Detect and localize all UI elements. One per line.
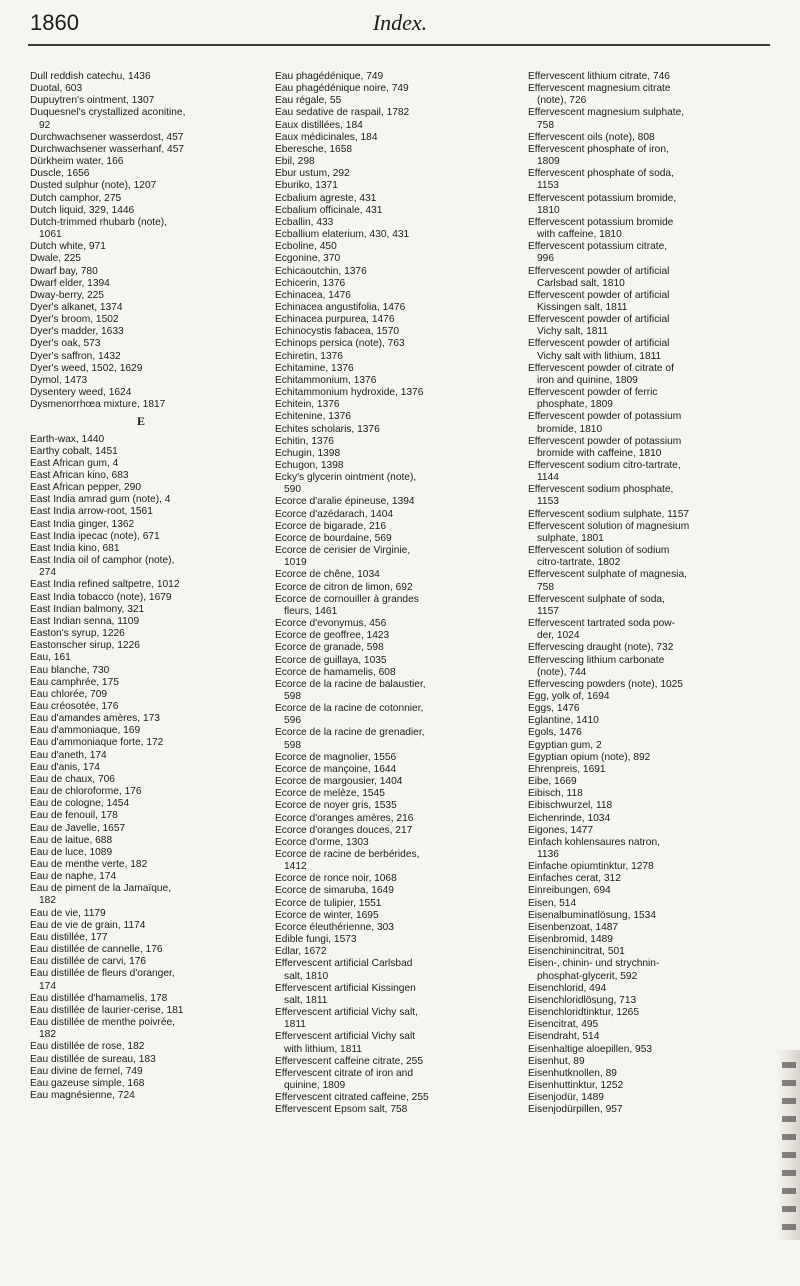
index-entry: East African kino, 683 (30, 470, 129, 481)
index-entry: Dway-berry, 225 (30, 289, 104, 301)
index-entry: Ebur ustum, 292 (275, 168, 350, 180)
index-entry: Eau gazeuse simple, 168 (30, 1077, 145, 1089)
index-entry: Egols, 1476 (528, 727, 582, 739)
index-entry: Dürkheim water, 166 (30, 156, 124, 168)
index-entry: Eisenjodür, 1489 (528, 1092, 604, 1104)
index-entry: Effervescent artificial Vichy salt (275, 1031, 416, 1043)
index-entry: East African pepper, 290 (30, 482, 142, 494)
index-entry: Effervescent magnesium citrate (528, 83, 671, 95)
index-entry: Dwarf elder, 1394 (30, 277, 110, 289)
index-entry: Ecorce de bigarade, 216 (275, 520, 387, 532)
index-entry: Effervescent powder of potassium (528, 435, 682, 447)
page-number: 1860 (30, 10, 79, 35)
index-entry: Eisen-, chinin- und strychnin- (528, 958, 660, 970)
index-entry: 996 (537, 253, 554, 265)
index-entry: Eisen, 514 (528, 897, 577, 909)
index-entry: bromide, 1810 (537, 423, 603, 435)
index-entry: Eisenchloridtinktur, 1265 (528, 1007, 639, 1019)
index-entry: 1061 (39, 229, 62, 241)
index-entry: Ecorce de tulipier, 1551 (275, 897, 382, 909)
index-entry: Effervescent Epsom salt, 758 (275, 1104, 408, 1116)
index-entry: Echiretin, 1376 (275, 350, 343, 362)
index-entry: Eau distillée de laurier-cerise, 181 (30, 1004, 184, 1016)
index-entry: Eisenbromid, 1489 (528, 934, 613, 946)
index-entry: Ecorce de ronce noir, 1068 (275, 873, 397, 885)
index-entry: 596 (284, 715, 301, 727)
index-entry: Eau chlorée, 709 (30, 688, 108, 700)
index-entry: Eau de vie de grain, 1174 (30, 919, 146, 931)
index-entry: Eau phagédénique, 749 (275, 71, 384, 82)
index-entry: Eisenhuttinktur, 1252 (528, 1079, 624, 1091)
index-entry: Duscle, 1656 (30, 168, 90, 180)
index-entry: Ecorce d'evonymus, 456 (275, 618, 387, 630)
index-entry: Einfach kohlensaures natron, (528, 836, 660, 848)
index-entry: Echinops persica (note), 763 (275, 338, 405, 350)
index-entry: fleurs, 1461 (284, 605, 338, 617)
index-entry: Eau d'amandes amères, 173 (30, 713, 160, 725)
index-entry: salt, 1810 (284, 970, 329, 982)
index-entry: quinine, 1809 (284, 1079, 346, 1091)
index-entry: Ecorce d'azédarach, 1404 (275, 508, 394, 520)
index-entry: Dymol, 1473 (30, 374, 88, 386)
index-entry: Dutch camphor, 275 (30, 192, 122, 204)
index-entry: Eggs, 1476 (528, 703, 580, 715)
index-entry: 1809 (537, 156, 560, 168)
index-entry: iron and quinine, 1809 (537, 374, 638, 386)
index-entry: Eau d'anis, 174 (30, 761, 100, 773)
index-entry: Dusted sulphur (note), 1207 (30, 180, 157, 192)
index-entry: Ecorce d'oranges amères, 216 (275, 812, 414, 824)
index-entry: Effervescing powders (note), 1025 (528, 678, 683, 690)
index-entry: Dyer's oak, 573 (30, 338, 101, 350)
index-entry: Dull reddish catechu, 1436 (30, 71, 151, 82)
index-entry: Effervescent citrate of iron and (275, 1067, 413, 1079)
index-entry: Dwale, 225 (30, 253, 81, 265)
index-entry: Ecorce de la racine de cotonnier, (275, 703, 424, 715)
index-entry: Earth-wax, 1440 (30, 433, 105, 445)
index-entry: Eau distillée de sureau, 183 (30, 1053, 156, 1065)
index-entry: Dyer's madder, 1633 (30, 326, 124, 338)
index-entry: 274 (39, 567, 56, 579)
index-entry: Kissingen salt, 1811 (537, 301, 628, 313)
index-entry: East India kino, 681 (30, 542, 120, 554)
index-entry: Eau distillée de cannelle, 176 (30, 944, 163, 956)
index-entry: 758 (537, 581, 554, 593)
index-entry: der, 1024 (537, 630, 580, 642)
index-entry: Eau distillée, 177 (30, 931, 108, 943)
index-entry: Ecorce de bourdaine, 569 (275, 532, 392, 544)
index-entry: Effervescent artificial Vichy salt, (275, 1007, 418, 1019)
index-entry: Effervescent sodium phosphate, (528, 484, 674, 496)
index-entry: Egyptian gum, 2 (528, 739, 602, 751)
index-entry: Ecorce de cerisier de Virginie, (275, 545, 411, 557)
index-entry: Ecorce d'oranges douces, 217 (275, 824, 413, 836)
index-entry: Ecorce de la racine de grenadier, (275, 727, 425, 739)
index-entry: Egyptian opium (note), 892 (528, 751, 651, 763)
index-entry: Ehrenpreis, 1691 (528, 763, 606, 775)
index-entry: sulphate, 1801 (537, 532, 604, 544)
index-column-1 (30, 71, 252, 1102)
index-entry: Eisenchlorid, 494 (528, 982, 607, 994)
index-entry: Ecorce de hamamelis, 608 (275, 666, 396, 678)
index-entry: Ebil, 298 (275, 156, 315, 168)
index-entry: Dupuytren's ointment, 1307 (30, 95, 155, 107)
index-entry: Eau phagédénique noire, 749 (275, 83, 409, 95)
index-entry: Effervescent oils (note), 808 (528, 131, 655, 143)
index-entry: Ecorce de mançoine, 1644 (275, 763, 397, 775)
index-entry: Eau de laitue, 688 (30, 834, 113, 846)
index-column-3 (528, 71, 768, 1116)
index-entry: Ecorce d'aralie épineuse, 1394 (275, 496, 415, 508)
index-entry: 1136 (537, 849, 559, 860)
index-entry: Eaux médicinales, 184 (275, 131, 378, 143)
index-entry: Eichenrinde, 1034 (528, 812, 611, 824)
index-entry: citro-tartrate, 1802 (537, 557, 621, 569)
index-entry: Ecorce de racine de berbérides, (275, 849, 420, 860)
index-entry: Eisenhutknollen, 89 (528, 1067, 617, 1079)
index-entry: Effervescing draught (note), 732 (528, 642, 674, 654)
index-entry: 1019 (284, 557, 307, 569)
index-entry: 1153 (537, 180, 559, 192)
index-entry: East India ginger, 1362 (30, 518, 135, 530)
index-entry: Effervescent solution of magnesium (528, 520, 690, 532)
index-entry: with caffeine, 1810 (537, 229, 622, 241)
index-entry: Ecorce de margousier, 1404 (275, 776, 403, 788)
index-entry: Eau blanche, 730 (30, 664, 110, 676)
index-entry: Eau de chloroforme, 176 (30, 786, 142, 798)
index-entry: Effervescent citrated caffeine, 255 (275, 1092, 429, 1104)
index-entry: Effervescent powder of citrate of (528, 362, 674, 374)
index-entry: Dutch-trimmed rhubarb (note), (30, 216, 168, 228)
index-entry: Echicaoutchin, 1376 (275, 265, 367, 277)
index-entry: Echinacea, 1476 (275, 289, 351, 301)
index-column-2 (275, 71, 515, 1116)
index-entry: salt, 1811 (284, 994, 328, 1006)
index-entry: Echugin, 1398 (275, 447, 341, 459)
index-entry: Ecorce de citron de limon, 692 (275, 581, 413, 593)
index-entry: Effervescent solution of sodium (528, 545, 670, 557)
index-entry: 1144 (537, 472, 559, 484)
index-entry: Ecorce d'orme, 1303 (275, 836, 369, 848)
index-entry: Effervescent sulphate of magnesia, (528, 569, 687, 581)
index-entry: Eau d'aneth, 174 (30, 749, 107, 761)
index-entry: 92 (39, 119, 51, 131)
index-entry: Dyer's broom, 1502 (30, 314, 119, 326)
index-entry: Echites scholaris, 1376 (275, 423, 380, 435)
index-entry: Eau d'ammoniaque, 169 (30, 725, 141, 737)
index-entry: Dyer's weed, 1502, 1629 (30, 362, 143, 374)
index-entry: Ecboline, 450 (275, 241, 337, 253)
index-entry: Eau distillée de menthe poivrée, (30, 1017, 175, 1029)
index-entry: Eisenjodürpillen, 957 (528, 1104, 623, 1116)
index-entry: Echitein, 1376 (275, 399, 340, 411)
index-entry: Echugon, 1398 (275, 460, 344, 471)
index-entry: Effervescent artificial Kissingen (275, 982, 416, 994)
index-entry: East India amrad gum (note), 4 (30, 494, 171, 506)
index-entry: Effervescent sodium sulphate, 1157 (528, 508, 690, 520)
index-entry: Ecorce de la racine de balaustier, (275, 678, 426, 690)
index-entry: Echinacea angustifolia, 1476 (275, 301, 406, 313)
index-entry: East Indian senna, 1109 (30, 615, 140, 627)
index-entry: Echitin, 1376 (275, 435, 334, 447)
index-entry: Durchwachsener wasserhanf, 457 (30, 143, 185, 155)
index-entry: East India tobacco (note), 1679 (30, 591, 172, 603)
index-entry: Eau créosotée, 176 (30, 700, 119, 712)
index-entry: 598 (284, 739, 301, 751)
index-entry: 1811 (284, 1019, 306, 1031)
index-entry: Effervescent powder of artificial (528, 314, 670, 326)
index-entry: Ecky's glycerin ointment (note), (275, 472, 417, 484)
index-entry: Eisenhut, 89 (528, 1055, 585, 1067)
index-entry: East India oil of camphor (note), (30, 555, 175, 567)
index-entry: Eau d'ammoniaque forte, 172 (30, 737, 164, 749)
index-entry: Eberesche, 1658 (275, 143, 353, 155)
index-entry: 1810 (537, 204, 560, 216)
index-entry: Eisenalbuminatlösung, 1534 (528, 909, 657, 921)
index-entry: Egg, yolk of, 1694 (528, 690, 610, 702)
index-entry: Eibe, 1669 (528, 776, 577, 788)
index-entry: Ecballium elaterium, 430, 431 (275, 229, 410, 241)
index-entry: Ecgonine, 370 (275, 253, 341, 265)
index-entry: Effervescent sodium citro-tartrate, (528, 460, 681, 471)
index-entry: Eau de naphe, 174 (30, 871, 117, 883)
index-entry: Eigones, 1477 (528, 824, 594, 836)
index-entry: Effervescent powder of artificial (528, 289, 670, 301)
index-entry: bromide with caffeine, 1810 (537, 447, 662, 459)
index-entry: Effervescent phosphate of iron, (528, 143, 669, 155)
index-entry: Eisenchinincitrat, 501 (528, 946, 625, 958)
index-entry: 182 (39, 895, 56, 907)
index-entry: Eau de Javelle, 1657 (30, 822, 126, 834)
index-entry: Dyer's saffron, 1432 (30, 350, 121, 362)
adjacent-page-edge (776, 1050, 800, 1240)
index-entry: East African gum, 4 (30, 457, 119, 469)
index-entry: Effervescing lithium carbonate (528, 654, 665, 666)
index-entry: 1153 (537, 496, 559, 508)
index-entry: Eau, 161 (30, 652, 71, 664)
index-entry: Echitenine, 1376 (275, 411, 351, 423)
index-entry: Einfache opiumtinktur, 1278 (528, 861, 654, 873)
index-entry: Easton's syrup, 1226 (30, 628, 125, 640)
index-entry: Dwarf bay, 780 (30, 265, 98, 277)
index-entry: Effervescent lithium citrate, 746 (528, 71, 670, 82)
index-entry: phosphat-glycerit, 592 (537, 970, 638, 982)
page-title: Index. (372, 10, 428, 35)
index-entry: East India arrow-root, 1561 (30, 506, 153, 518)
index-entry: Edlar, 1672 (275, 946, 327, 958)
index-entry: Echitammonium hydroxide, 1376 (275, 387, 424, 399)
index-entry: Ecorce éleuthérienne, 303 (275, 921, 394, 933)
index-entry: Ecorce de winter, 1695 (275, 909, 379, 921)
index-entry: Ecorce de chêne, 1034 (275, 569, 380, 581)
index-entry: Effervescent potassium citrate, (528, 241, 668, 253)
index-entry: Eau camphrée, 175 (30, 676, 119, 688)
index-entry: Eau sedative de raspail, 1782 (275, 107, 410, 119)
index-entry: Edible fungi, 1573 (275, 934, 357, 946)
index-entry: Ecbalium officinale, 431 (275, 204, 383, 216)
index-entry: Echitamine, 1376 (275, 362, 354, 374)
index-entry: Effervescent phosphate of soda, (528, 168, 674, 180)
index-entry: Eau distillée de carvi, 176 (30, 956, 147, 968)
index-entry: 1412 (284, 861, 307, 873)
index-entry: Eau de luce, 1089 (30, 846, 113, 858)
index-entry: Dyer's alkanet, 1374 (30, 301, 123, 313)
index-entry: Effervescent powder of artificial (528, 338, 670, 350)
index-entry: Eburiko, 1371 (275, 180, 338, 192)
index-entry: Eibischwurzel, 118 (528, 800, 613, 812)
index-entry: Eibisch, 118 (528, 788, 583, 800)
index-entry: Effervescent caffeine citrate, 255 (275, 1055, 423, 1067)
index-entry: Dutch liquid, 329, 1446 (30, 204, 135, 216)
index-entry: Echinacea purpurea, 1476 (275, 314, 395, 326)
index-entry: 182 (39, 1029, 56, 1041)
index-entry: Echicerin, 1376 (275, 277, 346, 289)
index-entry: East Indian balmony, 321 (30, 603, 145, 615)
index-entry: Effervescent sulphate of soda, (528, 593, 665, 605)
index-entry: Effervescent tartrated soda pow- (528, 618, 676, 630)
index-entry: (note), 726 (537, 95, 587, 107)
index-entry: Eau magnésienne, 724 (30, 1089, 135, 1101)
index-entry: Vichy salt, 1811 (537, 326, 608, 338)
index-entry: with lithium, 1811 (284, 1043, 362, 1055)
index-entry: Ecorce de simaruba, 1649 (275, 885, 394, 897)
index-entry: Eisendraht, 514 (528, 1031, 600, 1043)
index-entry: Eisencitrat, 495 (528, 1019, 599, 1031)
index-entry: Eglantine, 1410 (528, 715, 599, 727)
index-entry: Eau de chaux, 706 (30, 773, 115, 785)
index-entry: 174 (39, 980, 56, 992)
index-entry: Eau régale, 55 (275, 95, 342, 107)
page-header (0, 0, 800, 50)
index-entry: Eau distillée de fleurs d'oranger, (30, 968, 175, 980)
index-entry: 598 (284, 690, 301, 702)
index-entry: phosphate, 1809 (537, 399, 613, 411)
index-entry: 590 (284, 484, 301, 496)
index-entry: Effervescent powder of artificial (528, 265, 670, 277)
index-entry: Duquesnel's crystallized aconitine, (30, 107, 186, 119)
index-entry: Eisenchloridlösung, 713 (528, 994, 637, 1006)
index-entry: Eastonscher sirup, 1226 (30, 640, 140, 652)
header-rule (28, 44, 770, 46)
index-entry: Durchwachsener wasserdost, 457 (30, 131, 184, 143)
index-entry: Eau de piment de la Jamaïque, (30, 883, 172, 895)
index-entry: Eau divine de fernel, 749 (30, 1065, 143, 1077)
index-entry: Eisenbenzoat, 1487 (528, 921, 619, 933)
index-entry: Einfaches cerat, 312 (528, 873, 621, 885)
index-entry: Ecorce de cornouiller à grandes (275, 593, 419, 605)
index-entries-e (30, 434, 252, 1103)
index-entry: 1157 (537, 605, 559, 617)
index-entry: Carlsbad salt, 1810 (537, 277, 625, 289)
index-entry: Eau distillée de rose, 182 (30, 1041, 145, 1053)
index-entry: Dysmenorrhœa mixture, 1817 (30, 399, 166, 411)
index-entry: Effervescent artificial Carlsbad (275, 958, 413, 970)
index-entry: Ecballin, 433 (275, 216, 334, 228)
index-entry: Dysentery weed, 1624 (30, 387, 132, 399)
index-entry: Eau de menthe verte, 182 (30, 859, 148, 870)
index-entry: Eau distillée d'hamamelis, 178 (30, 992, 168, 1004)
index-entry: Eau de fenouil, 178 (30, 810, 118, 822)
index-entry: Ecbalium agreste, 431 (275, 192, 377, 204)
index-entry: Eaux distillées, 184 (275, 119, 363, 131)
index-entry: East India refined saltpetre, 1012 (30, 579, 180, 591)
index-entry: Earthy cobalt, 1451 (30, 445, 118, 457)
index-entry: Eau de cologne, 1454 (30, 798, 130, 810)
index-entry: Duotal, 603 (30, 83, 83, 95)
index-entry: Effervescent potassium bromide, (528, 192, 677, 204)
index-entry: Echinocystis fabacea, 1570 (275, 326, 400, 338)
index-entry: (note), 744 (537, 666, 587, 678)
index-entry: Effervescent potassium bromide (528, 216, 674, 228)
index-entry: 758 (537, 119, 554, 131)
index-entry: Ecorce de melèze, 1545 (275, 788, 385, 800)
index-entry: Ecorce de magnolier, 1556 (275, 751, 397, 763)
section-letter-e: E (136, 414, 145, 429)
index-entry: Effervescent powder of ferric (528, 387, 658, 399)
index-entry: Einreibungen, 694 (528, 885, 611, 897)
index-entry: Eau de vie, 1179 (30, 907, 106, 919)
index-entry: Echitammonium, 1376 (275, 374, 377, 386)
index-entry: Ecorce de noyer gris, 1535 (275, 800, 397, 812)
index-entry: Ecorce de geoffree, 1423 (275, 630, 390, 642)
index-entry: East India ipecac (note), 671 (30, 530, 160, 542)
index-entry: Effervescent powder of potassium (528, 411, 682, 423)
index-entries-d (30, 71, 252, 411)
index-entry: Eisenhaltige aloepillen, 953 (528, 1043, 653, 1055)
index-entry: Ecorce de granade, 598 (275, 642, 384, 654)
index-entry: Ecorce de guillaya, 1035 (275, 654, 387, 666)
index-entry: Dutch white, 971 (30, 241, 106, 253)
index-entry: Vichy salt with lithium, 1811 (537, 350, 662, 362)
index-entry: Effervescent magnesium sulphate, (528, 107, 685, 119)
